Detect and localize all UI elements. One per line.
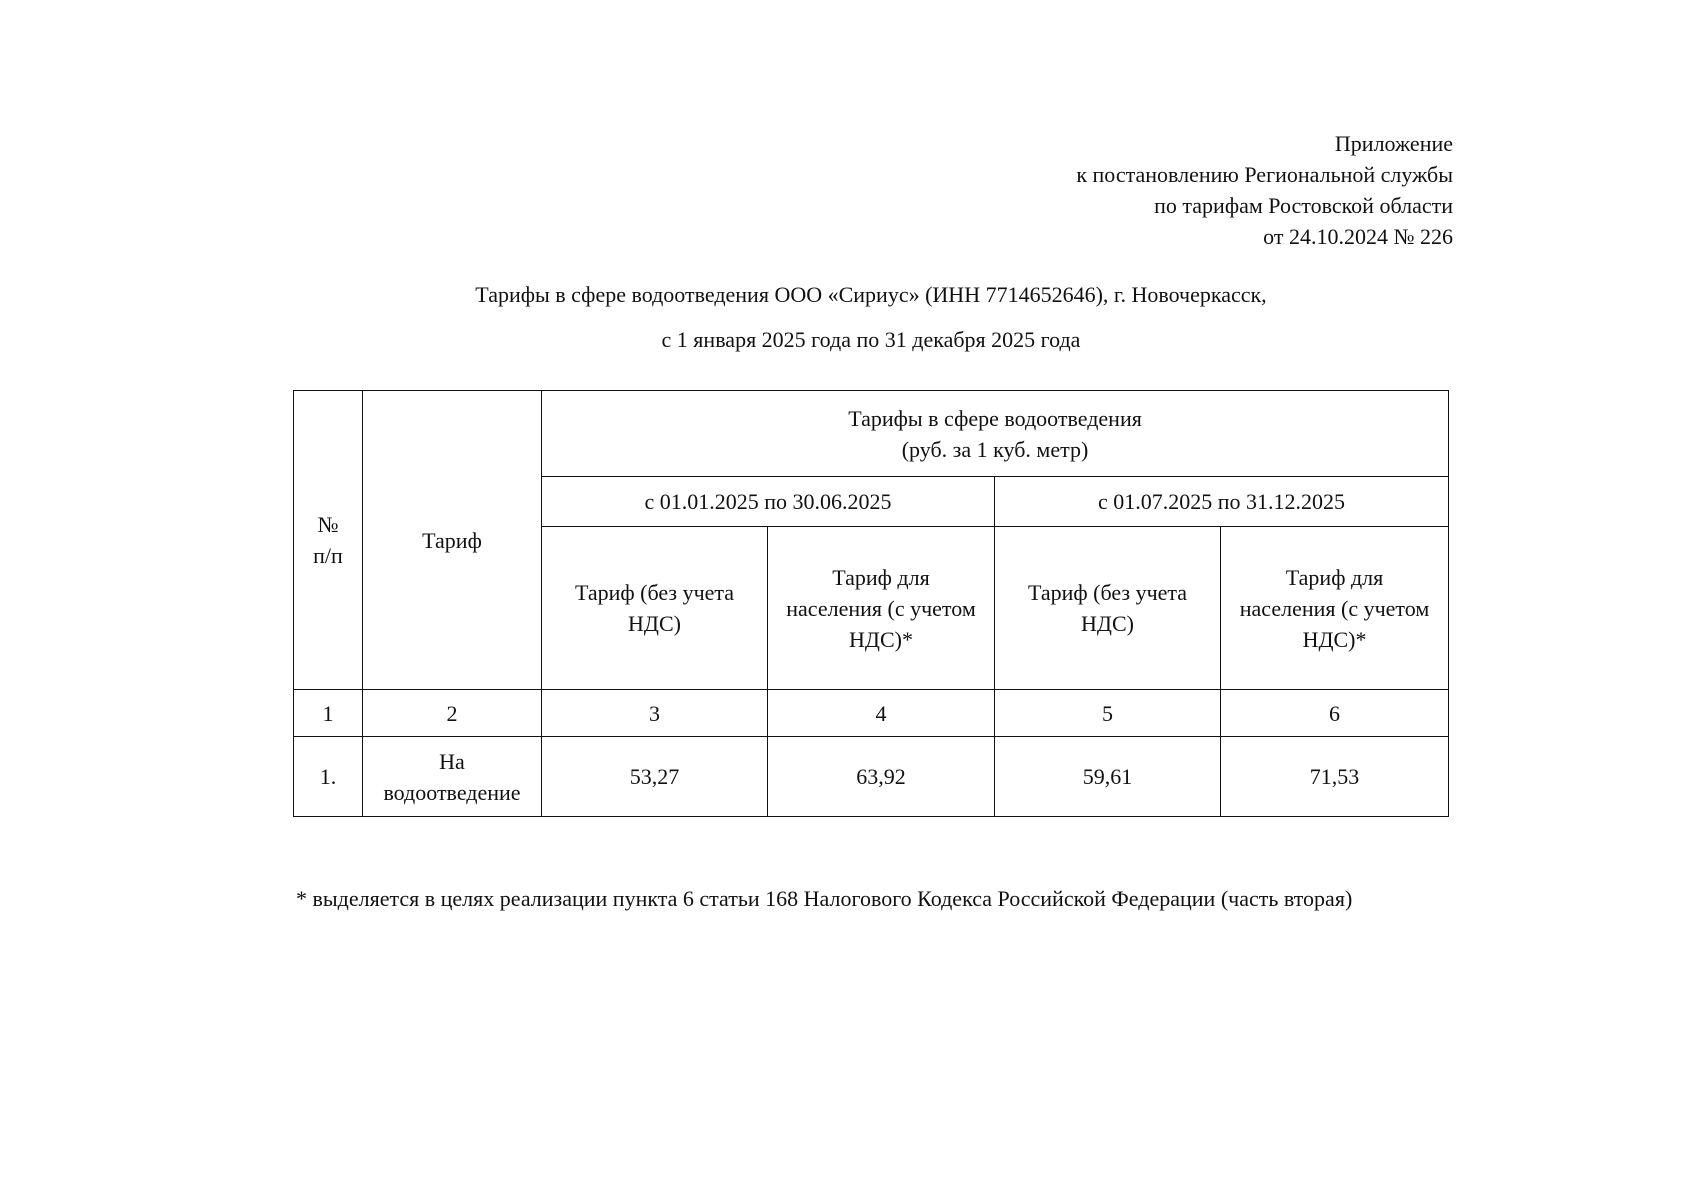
header-number-cell: № п/п: [294, 391, 363, 690]
column-number: 2: [363, 690, 542, 737]
column-number: 5: [995, 690, 1221, 737]
header-tariff-cell: Тариф: [363, 391, 542, 690]
appendix-line: по тарифам Ростовской области: [1154, 193, 1453, 218]
value-cell: 63,92: [768, 737, 995, 817]
header-period-2: с 01.07.2025 по 31.12.2025: [995, 477, 1449, 527]
value-cell: 53,27: [542, 737, 768, 817]
tariff-table: [293, 390, 1449, 817]
column-number: 6: [1221, 690, 1449, 737]
column-number: 3: [542, 690, 768, 737]
table-header-row: [294, 391, 1449, 477]
row-number: 1.: [294, 737, 363, 817]
column-number: 4: [768, 690, 995, 737]
header-tariff-no-vat: Тариф (без учета НДС): [542, 527, 768, 690]
header-tariff-no-vat: Тариф (без учета НДС): [995, 527, 1221, 690]
document-period: с 1 января 2025 года по 31 декабря 2025 года: [661, 327, 1081, 352]
appendix-date-number: от 24.10.2024 № 226: [1263, 224, 1453, 249]
value-cell: 59,61: [995, 737, 1221, 817]
header-period-1: с 01.01.2025 по 30.06.2025: [542, 477, 995, 527]
appendix-title: Приложение: [1334, 131, 1453, 156]
document-title: Тарифы в сфере водоотведения ООО «Сириус» (ИНН 7714652646), г. Новочеркасск,: [475, 282, 1267, 307]
footnote: * выделяется в целях реализации пункта 6 статьи 168 Налогового Кодекса Российской Федерации (часть вторая): [296, 886, 1353, 911]
header-tariff-population: Тариф для населения (с учетом НДС)*: [1221, 527, 1449, 690]
header-tariff-population: Тариф для населения (с учетом НДС)*: [768, 527, 995, 690]
table-row: [294, 737, 1449, 817]
column-number: 1: [294, 690, 363, 737]
row-tariff-name: На водоотведение: [363, 737, 542, 817]
value-cell: 71,53: [1221, 737, 1449, 817]
column-number-row: [294, 690, 1449, 737]
appendix-block: [1076, 128, 1453, 252]
appendix-line: к постановлению Региональной службы: [1076, 162, 1453, 187]
header-group-cell: Тарифы в сфере водоотведения (руб. за 1 куб. метр): [542, 391, 1449, 477]
